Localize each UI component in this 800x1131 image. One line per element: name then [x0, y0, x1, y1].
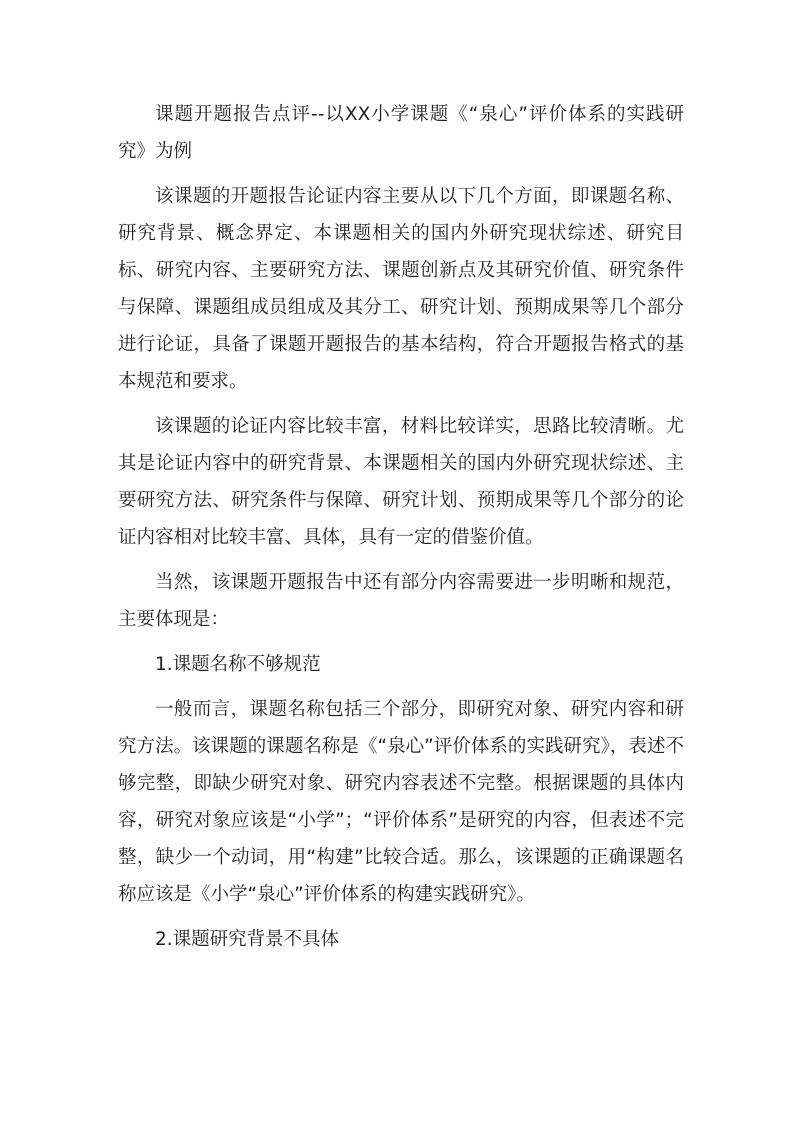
section-heading-1: 1.课题名称不够规范 — [155, 654, 321, 675]
paragraph-issues-intro: 当然，该课题开题报告中还有部分内容需要进一步明晰和规范，主要体现是： — [118, 572, 684, 630]
section-body-1: 一般而言，课题名称包括三个部分，即研究对象、研究内容和研究方法。该课题的课题名称是《“泉心”评价体系的实践研究》，表述不够完整，即缺少研究对象、研究内容表述不完整。根据课题的具体内容，研究对象应该是“小学”；“评价体系”是研究的内容，但表述不完整，缺少一个动词，用“构建”比较合适。那么，该课题的正确课题名称应该是《小学“泉心”评价体系的构建实践研究》。 — [118, 699, 684, 905]
section-heading-2: 2.课题研究背景不具体 — [155, 929, 340, 950]
paragraph-overview: 该课题的开题报告论证内容主要从以下几个方面，即课题名称、研究背景、概念界定、本课题相关的国内外研究现状综述、研究目标、研究内容、主要研究方法、课题创新点及其研究价值、研究条件与保障、课题组成员组成及其分工、研究计划、预期成果等几个部分进行论证，具备了课题开题报告的基本结构，符合开题报告格式的基本规范和要求。 — [118, 186, 684, 392]
document-body — [118, 96, 684, 966]
paragraph-strengths: 该课题的论证内容比较丰富，材料比较详实，思路比较清晰。尤其是论证内容中的研究背景、本课题相关的国内外研究现状综述、主要研究方法、研究条件与保障、研究计划、预期成果等几个部分的论证内容相对比较丰富、具体，具有一定的借鉴价值。 — [118, 416, 684, 548]
document-title: 课题开题报告点评--以XX小学课题《“泉心”评价体系的实践研究》为例 — [118, 104, 684, 162]
